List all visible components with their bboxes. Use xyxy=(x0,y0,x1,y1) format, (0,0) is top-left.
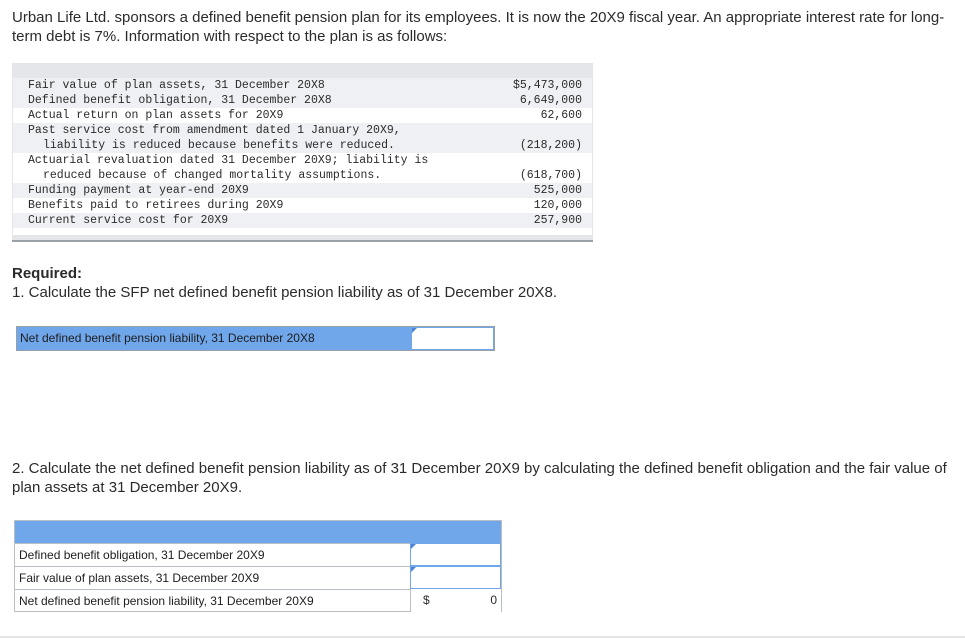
answer-1-row xyxy=(16,326,495,351)
table-row: Fair value of plan assets, 31 December 20X8 $5,473,000 xyxy=(13,78,592,93)
currency-symbol: $ xyxy=(423,593,430,607)
plan-data-table xyxy=(12,63,593,242)
table-row: Funding payment at year-end 20X9 525,000 xyxy=(13,183,592,198)
dbo-input[interactable] xyxy=(410,543,501,566)
table-row: Current service cost for 20X9 257,900 xyxy=(13,213,592,228)
table-row: liability is reduced because benefits were reduced. (218,200) xyxy=(13,138,592,153)
required-heading: Required: xyxy=(12,265,83,282)
input-flag-icon xyxy=(411,567,416,572)
question-2: 2. Calculate the net defined benefit pension liability as of 31 December 20X9 by calculating the defined benefit obligation and the fair value of plan assets at 31 December 20X9. xyxy=(12,460,947,496)
input-flag-icon xyxy=(411,544,416,549)
input-flag-icon xyxy=(412,328,417,333)
problem-intro: Urban Life Ltd. sponsors a defined benefit pension plan for its employees. It is now the 20X9 fiscal year. An appropriate interest rate for long-term debt is 7%. Information with respect to the plan is as follows: xyxy=(12,9,945,45)
table-row: reduced because of changed mortality assumptions. (618,700) xyxy=(43,169,582,182)
table-row: Past service cost from amendment dated 1 January 20X9, xyxy=(13,123,592,138)
question-1: 1. Calculate the SFP net defined benefit pension liability as of 31 December 20X8. xyxy=(12,284,558,301)
table-row: Defined benefit obligation, 31 December 20X8 6,649,000 xyxy=(13,93,592,108)
answer-2-row-dbo: Defined benefit obligation, 31 December 20X9 xyxy=(15,543,501,566)
answer-1-input[interactable] xyxy=(411,327,494,350)
table-row: Benefits paid to retirees during 20X9 120,000 xyxy=(28,199,582,212)
answer-2-table xyxy=(14,520,502,612)
divider xyxy=(0,636,965,638)
answer-1-label: Net defined benefit pension liability, 31 December 20X8 xyxy=(17,327,411,350)
net-liability-total xyxy=(410,589,501,612)
table-row: Actual return on plan assets for 20X9 62,600 xyxy=(28,109,582,122)
net-liability-value: 0 xyxy=(490,593,497,607)
answer-2-row-plan-assets: Fair value of plan assets, 31 December 20X9 xyxy=(15,566,501,589)
plan-assets-input[interactable] xyxy=(410,566,501,589)
table-row: Actuarial revaluation dated 31 December 20X9; liability is xyxy=(28,154,429,167)
answer-2-header xyxy=(15,521,501,544)
answer-2-row-net-liability: Net defined benefit pension liability, 31 December 20X9 $ 0 xyxy=(15,589,501,612)
